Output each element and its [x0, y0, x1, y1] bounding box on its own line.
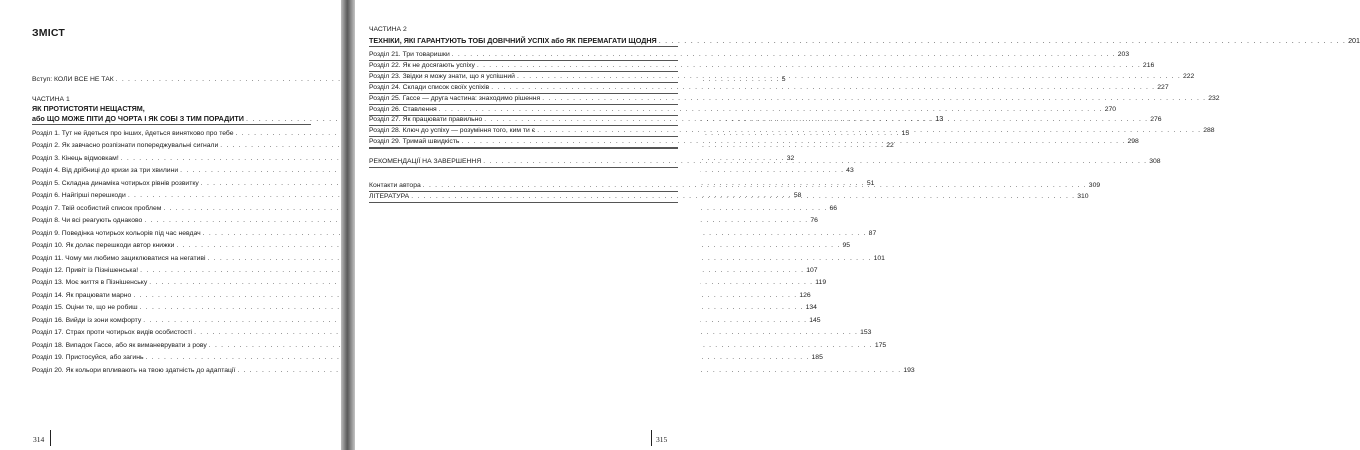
toc-page-number: 51	[866, 179, 875, 187]
toc-part-2[interactable]	[369, 36, 1360, 45]
toc-entry-label: Розділ 5. Складна динаміка чотирьох рівнів розвитку	[32, 179, 199, 187]
toc-chapter-row[interactable]	[32, 316, 821, 325]
toc-leader-dots	[461, 137, 1125, 146]
toc-chapter-row[interactable]	[369, 94, 1220, 103]
toc-leader-dots	[542, 94, 1206, 103]
toc-chapter-row[interactable]	[32, 254, 885, 263]
toc-entry-label: Розділ 17. Страх проти чотирьох видів особистості	[32, 329, 193, 337]
toc-chapter-row[interactable]	[32, 216, 818, 225]
part-1-label: ЧАСТИНА 1	[32, 96, 70, 103]
toc-chapter-row[interactable]	[369, 61, 1155, 70]
toc-leader-dots	[491, 83, 1155, 92]
toc-entry-label: Розділ 3. Кінець відмовкам!	[32, 154, 119, 162]
toc-entry-label: Розділ 11. Чому ми любимо зациклюватися на негативі	[32, 254, 206, 262]
toc-entry-label: Розділ 28. Ключ до успіху — розуміння того, ким ти є	[369, 127, 536, 135]
toc-chapter-row[interactable]	[369, 72, 1195, 81]
toc-page-number: 201	[1348, 36, 1360, 45]
toc-page-number: 153	[860, 329, 872, 337]
toc-chapter-row[interactable]	[32, 266, 818, 275]
toc-page-number: 22	[886, 142, 894, 150]
page-title: ЗМІСТ	[32, 27, 65, 39]
toc-page-number: 203	[1117, 51, 1130, 58]
toc-leader-dots	[517, 72, 1181, 81]
toc-page-number: 145	[809, 316, 821, 324]
toc-chapter-row[interactable]	[32, 341, 887, 350]
toc-entry-label: Розділ 22. Як не досягають успіху	[369, 61, 475, 69]
toc-page-number: 87	[868, 229, 877, 237]
toc-entry-label: Розділ 16. Вийди із зони комфорту	[32, 316, 142, 324]
toc-page-number: 310	[1077, 193, 1089, 200]
toc-entry-label: Розділ 27. Як працювати правильно	[369, 116, 483, 124]
toc-page-number: 76	[810, 217, 818, 225]
toc-page-number: 222	[1182, 72, 1195, 80]
toc-page-number: 43	[846, 167, 854, 175]
divider	[369, 148, 678, 149]
toc-chapter-row[interactable]	[32, 241, 850, 250]
toc-page-number: 175	[874, 341, 887, 349]
toc-page-number: 58	[793, 192, 802, 200]
toc-page-number: 216	[1142, 61, 1155, 69]
toc-entry-label: Розділ 2. Як завчасно розпізнати попереджувальні сигнали	[32, 142, 219, 150]
toc-page-number: 185	[811, 354, 823, 362]
toc-chapter-row[interactable]	[369, 83, 1169, 92]
toc-entry-label: Розділ 18. Випадок Гассе, або як виманеврувати з рову	[32, 341, 207, 349]
book-gutter	[341, 0, 355, 450]
toc-entry-label: Розділ 29. Тримай швидкість	[369, 138, 460, 146]
toc-page-number: 134	[805, 304, 817, 312]
toc-entry-label: Розділ 13. Моє життя в Пізнішенську	[32, 279, 148, 287]
toc-page-number: 193	[903, 366, 915, 374]
toc-page-number: 227	[1157, 83, 1169, 91]
toc-chapter-row[interactable]	[32, 366, 915, 375]
toc-leader-dots	[484, 115, 1148, 124]
toc-leader-dots	[483, 157, 1147, 166]
toc-entry-label: Розділ 8. Чи всі реагують однаково	[32, 217, 143, 225]
toc-entry-label: Розділ 21. Три товаришки	[369, 51, 450, 58]
toc-entry-label: Розділ 24. Склади список своїх успіхів	[369, 83, 490, 91]
toc-page-number: 119	[815, 279, 827, 287]
toc-chapter-row[interactable]	[32, 353, 823, 362]
toc-leader-dots	[477, 61, 1141, 70]
page-number: 314	[33, 435, 45, 444]
divider	[32, 124, 311, 125]
toc-leader-dots	[439, 105, 1103, 114]
toc-page-number: 270	[1104, 105, 1117, 113]
toc-entry-label: Розділ 7. Твій особистий список проблем	[32, 204, 162, 212]
divider	[369, 167, 678, 168]
toc-entry-label: Розділ 23. Звідки я можу знати, що я успішний	[369, 72, 515, 80]
toc-leader-dots	[411, 192, 1075, 201]
toc-page-number: 5	[781, 76, 786, 83]
toc-entry-label: Розділ 15. Оціни те, що не робиш	[32, 304, 138, 312]
toc-leader-dots	[659, 36, 1346, 45]
toc-page-number: 66	[829, 204, 837, 212]
divider	[369, 46, 678, 47]
toc-page-number: 126	[799, 291, 811, 299]
part-2-heading: ТЕХНІКИ, ЯКІ ГАРАНТУЮТЬ ТОБІ ДОВІЧНИЙ УСПІХ або ЯК ПЕРЕМАГАТИ ЩОДНЯ	[369, 36, 657, 45]
toc-entry-label: Розділ 19. Пристосуйся, або загинь	[32, 354, 144, 362]
page-number: 315	[656, 435, 668, 444]
toc-entry-label: Розділ 9. Поведінка чотирьох кольорів під час невдач	[32, 229, 201, 237]
toc-entry-label: Розділ 6. Найгірші перешкоди	[32, 192, 126, 200]
toc-page-number: 309	[1088, 182, 1101, 189]
toc-page-number: 95	[842, 242, 850, 250]
toc-leader-dots	[452, 50, 1116, 59]
toc-page-number: 298	[1127, 138, 1139, 146]
toc-leader-dots	[537, 126, 1201, 135]
toc-entry-label: РЕКОМЕНДАЦІЇ НА ЗАВЕРШЕННЯ	[369, 158, 482, 165]
toc-leader-dots	[423, 181, 1087, 190]
toc-entry-label: Розділ 12. Привіт із Пізнішенська!	[32, 266, 139, 274]
toc-page-number: 32	[786, 154, 795, 162]
toc-page-number: 276	[1150, 116, 1162, 124]
part-1-heading-line2: або ЩО МОЖЕ ПІТИ ДО ЧОРТА І ЯК СОБІ З ТИМ ПОРАДИТИ	[32, 114, 244, 123]
toc-entry-label: Розділ 14. Як працювати марно	[32, 291, 132, 299]
toc-page-number: 288	[1203, 127, 1215, 135]
toc-entry-label: Розділ 20. Як кольори впливають на твою здатність до адаптації	[32, 366, 236, 374]
page-number-rule	[651, 430, 652, 446]
toc-page-number: 15	[901, 130, 910, 137]
toc-page-number: 101	[873, 254, 885, 262]
toc-page-number: 308	[1149, 158, 1161, 165]
toc-chapter-row[interactable]	[32, 204, 837, 213]
page-number-rule	[50, 430, 51, 446]
toc-page-number: 232	[1208, 94, 1220, 102]
toc-page-number: 107	[806, 266, 818, 274]
toc-entry-label: Розділ 25. Гассе — друга частина: знаходимо рішення	[369, 94, 541, 102]
toc-chapter-row[interactable]	[369, 50, 1130, 59]
toc-entry-label: Розділ 4. Від дрібниці до кризи за три хвилини	[32, 167, 179, 175]
toc-entry-label: Вступ: КОЛИ ВСЕ НЕ ТАК	[32, 76, 114, 83]
part-2-label: ЧАСТИНА 2	[369, 26, 407, 33]
toc-entry-label: ЛІТЕРАТУРА	[369, 193, 410, 200]
divider	[369, 202, 678, 203]
toc-entry-label: Розділ 10. Як долає перешкоди автор книжки	[32, 242, 175, 250]
toc-chapter-row[interactable]	[32, 278, 827, 287]
part-1-heading-line1: ЯК ПРОТИСТОЯТИ НЕЩАСТЯМ,	[32, 104, 145, 113]
toc-entry-label: Розділ 1. Тут не йдеться про інших, йдеться винятково про тебе	[32, 130, 234, 137]
toc-chapter-row[interactable]	[32, 229, 877, 238]
toc-page-number: 13	[935, 114, 944, 123]
toc-chapter-row[interactable]	[32, 328, 872, 337]
toc-entry-label: Контакти автора	[369, 182, 421, 189]
toc-entry-label: Розділ 26. Ставлення	[369, 105, 437, 113]
toc-chapter-row[interactable]	[32, 166, 854, 175]
toc-chapter-row[interactable]	[32, 303, 817, 312]
toc-chapter-row[interactable]	[369, 105, 1117, 114]
toc-chapter-row[interactable]	[32, 291, 811, 300]
